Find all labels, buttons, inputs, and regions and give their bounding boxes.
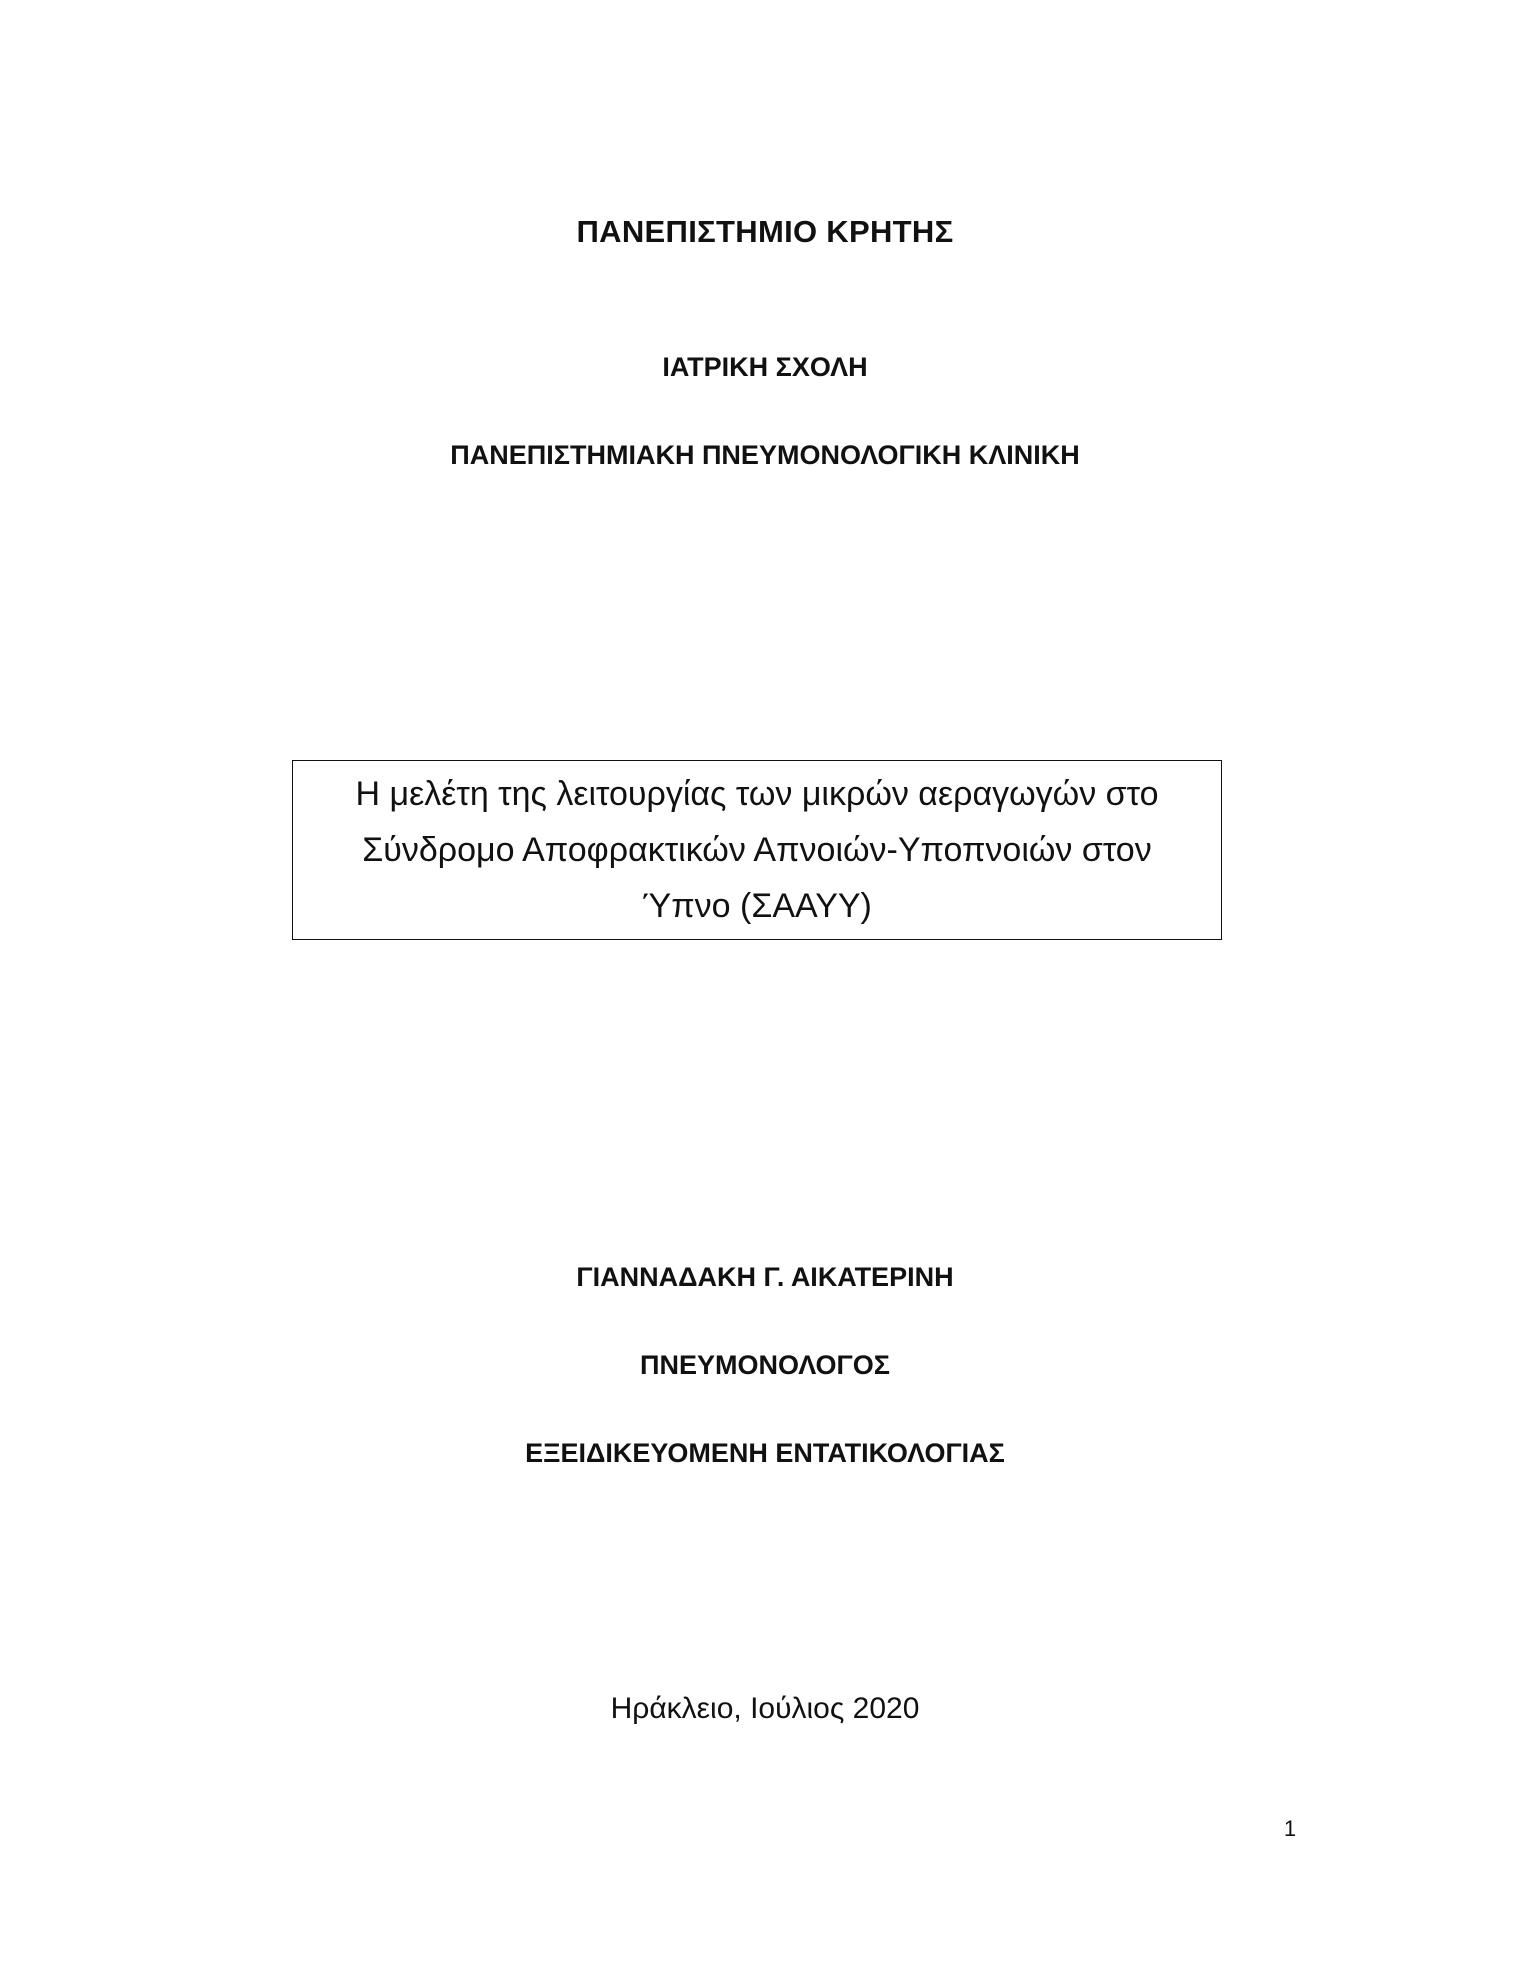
thesis-title-line-1: Η μελέτη της λειτουργίας των μικρών αεραγωγών στο bbox=[355, 775, 1159, 813]
university-name: ΠΑΝΕΠΙΣΤΗΜΙΟ ΚΡΗΤΗΣ bbox=[576, 214, 954, 249]
page-number: 1 bbox=[1283, 1816, 1297, 1841]
place-date: Ηράκλειο, Ιούλιος 2020 bbox=[610, 1692, 920, 1725]
author-specialty: ΠΝΕΥΜΟΝΟΛΟΓΟΣ bbox=[639, 1350, 890, 1380]
clinic-name: ΠΑΝΕΠΙΣΤΗΜΙΑΚΗ ΠΝΕΥΜΟΝΟΛΟΓΙΚΗ ΚΛΙΝΙΚΗ bbox=[450, 440, 1080, 470]
thesis-title-line-3: Ύπνο (ΣΑΑΥΥ) bbox=[642, 887, 872, 925]
thesis-title-line-2: Σύνδρομο Αποφρακτικών Απνοιών-Υποπνοιών στον bbox=[362, 831, 1152, 869]
author-name: ΓΙΑΝΝΑΔΑΚΗ Γ. ΑΙΚΑΤΕΡΙΝΗ bbox=[576, 1262, 954, 1292]
school-name: ΙΑΤΡΙΚΗ ΣΧΟΛΗ bbox=[662, 352, 868, 382]
thesis-title-box bbox=[292, 760, 1222, 940]
author-subspecialty: ΕΞΕΙΔΙΚΕΥΟΜΕΝΗ ΕΝΤΑΤΙΚΟΛΟΓΙΑΣ bbox=[525, 1438, 1005, 1468]
